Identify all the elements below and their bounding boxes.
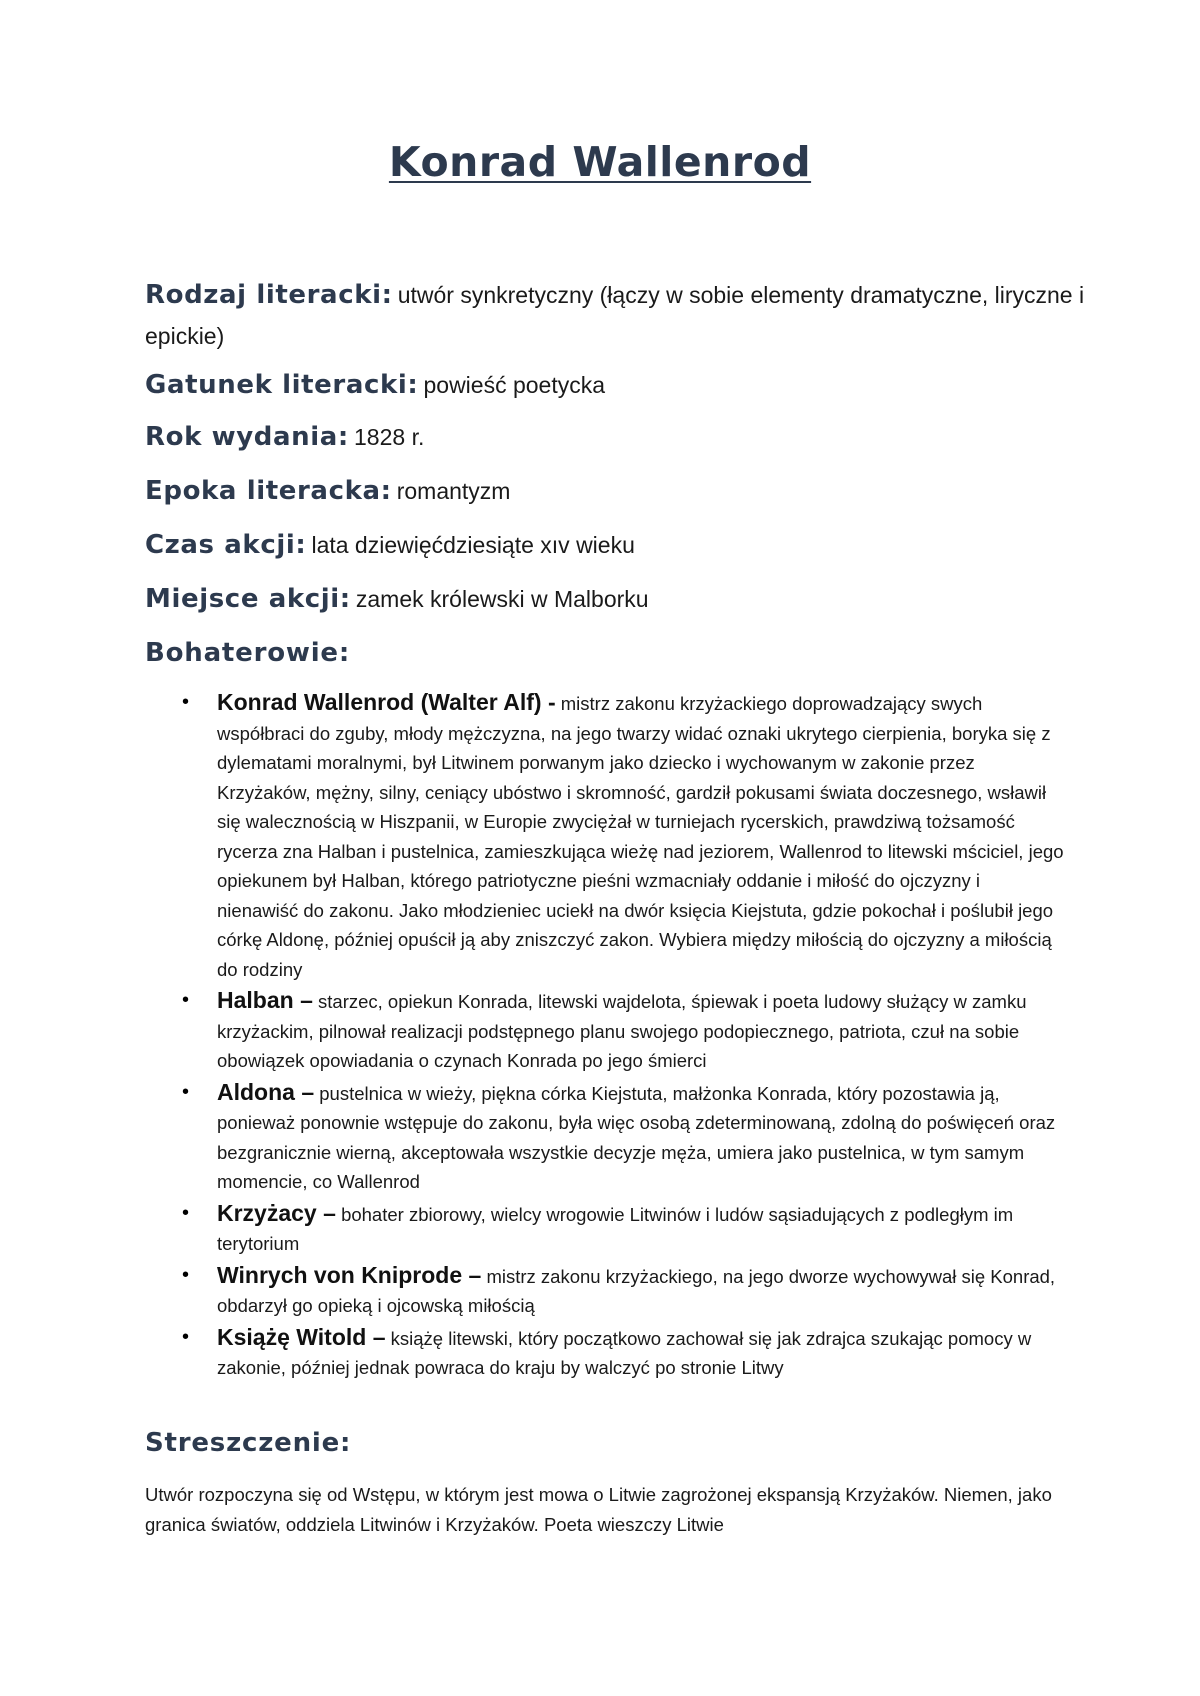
hero-description: bohater zbiorowy, wielcy wrogowie Litwinów i ludów sąsiadujących z podległym im terytorium — [217, 1203, 1014, 1254]
bohaterowie-heading: Bohaterowie: — [145, 638, 351, 668]
bullet-icon: • — [182, 691, 190, 713]
field-miejsce-value: zamek królewski w Malborku — [355, 586, 649, 612]
hero-description: starzec, opiekun Konrada, litewski wajdelota, śpiewak i poeta ludowy służący w zamku krzyżackim, pilnował realizacji podstępnego planu swojego podopiecznego, patriota, czuł na sobie obowiązek opowiadania o czynach Konrada po jego śmierci — [217, 991, 1027, 1071]
field-rodzaj — [145, 276, 1085, 358]
hero-name: Konrad Wallenrod (Walter Alf) - — [217, 689, 556, 715]
field-gatunek-value: powieść poetycka — [423, 372, 606, 398]
field-epoka-label: Epoka literacka: — [145, 476, 392, 506]
field-gatunek — [145, 366, 1085, 407]
hero-description: mistrz zakonu krzyżackiego, na jego dworze wychowywał się Konrad, obdarzył go opieką i ojcowską miłością — [217, 1265, 1056, 1316]
heroes-list — [145, 688, 1065, 1383]
field-gatunek-label: Gatunek literacki: — [145, 370, 419, 400]
hero-description: pustelnica w wieży, piękna córka Kiejstuta, małżonka Konrada, który pozostawia ją, ponieważ ponownie wstępuje do zakonu, była więc osobą zdeterminowaną, zdolną do poświęceń oraz bezgranicznie wierną, akceptowała wszystkie decyzje męża, umiera jako pustelnica, w tym samym momencie, co Wallenrod — [217, 1082, 1056, 1192]
list-item — [145, 1078, 1065, 1197]
list-item — [145, 1261, 1065, 1321]
field-rok-value: 1828 r. — [354, 424, 425, 450]
bullet-icon: • — [182, 1263, 190, 1286]
hero-name: Aldona – — [217, 1078, 315, 1105]
hero-description: mistrz zakonu krzyżackiego doprowadzający swych współbraci do zguby, młody mężczyzna, na jego twarzy widać oznaki ukrytego cierpienia, boryka się z dylematami moralnymi, był Litwinem porwanym jako dziecko i wychowanym w zakonie przez Krzyżaków, mężny, silny, ceniący ubóstwo i skromność, gardził pokusami świata doczesnego, wsławił się walecznością w Hiszpanii, w Europie zwyciężał w turniejach rycerskich, prawdziwą tożsamość rycerza zna Halban i pustelnica, zamieszkująca wieżę nad jeziorem, Wallenrod to litewski mściciel, jego opiekunem był Halban, którego patriotyczne pieśni wzmacniały oddanie i miłość do ojczyzny i nienawiść do zakonu. Jako młodzieniec uciekł na dwór księcia Kiejstuta, gdzie pokochał i poślubił jego córkę Aldonę, później opuścił ją aby zniszczyć zakon. Wybiera między miłością do ojczyzny a miłością do rodziny — [217, 693, 1064, 980]
field-rodzaj-label: Rodzaj literacki: — [145, 280, 393, 310]
field-rok — [145, 418, 1085, 459]
list-item — [145, 1323, 1065, 1383]
field-czas-label: Czas akcji: — [145, 530, 307, 560]
bullet-icon: • — [182, 1201, 190, 1224]
hero-name: Winrych von Kniprode – — [217, 1261, 482, 1288]
field-czas — [145, 526, 1085, 567]
hero-name: Książę Witold – — [217, 1323, 386, 1350]
bullet-icon: • — [182, 1325, 190, 1348]
bullet-icon: • — [182, 1080, 190, 1103]
streszczenie-heading: Streszczenie: — [145, 1428, 352, 1458]
hero-name: Halban – — [217, 987, 313, 1013]
list-item — [145, 986, 1065, 1076]
hero-description: książę litewski, który początkowo zachował się jak zdrajca szukając pomocy w zakonie, później jednak powraca do kraju by walczyć po stronie Litwy — [217, 1327, 1032, 1378]
field-epoka-value: romantyzm — [396, 478, 511, 504]
field-miejsce-label: Miejsce akcji: — [145, 584, 351, 614]
field-rok-label: Rok wydania: — [145, 422, 349, 452]
list-item — [145, 688, 1065, 984]
hero-name: Krzyżacy – — [217, 1199, 336, 1226]
field-czas-value: lata dziewięćdziesiąte xıv wieku — [311, 532, 635, 558]
page-title: Konrad Wallenrod — [388, 138, 812, 186]
field-epoka — [145, 472, 1085, 513]
field-rodzaj-value: utwór synkretyczny (łączy w sobie elementy dramatyczne, liryczne i epickie) — [145, 282, 1085, 349]
field-miejsce — [145, 580, 1085, 621]
summary-paragraph: Utwór rozpoczyna się od Wstępu, w którym jest mowa o Litwie zagrożonej ekspansją Krzyżaków. Niemen, jako granica światów, oddziela Litwinów i Krzyżaków. Poeta wieszczy Litwie — [145, 1484, 1052, 1535]
list-item — [145, 1199, 1065, 1259]
bullet-icon: • — [182, 989, 190, 1011]
